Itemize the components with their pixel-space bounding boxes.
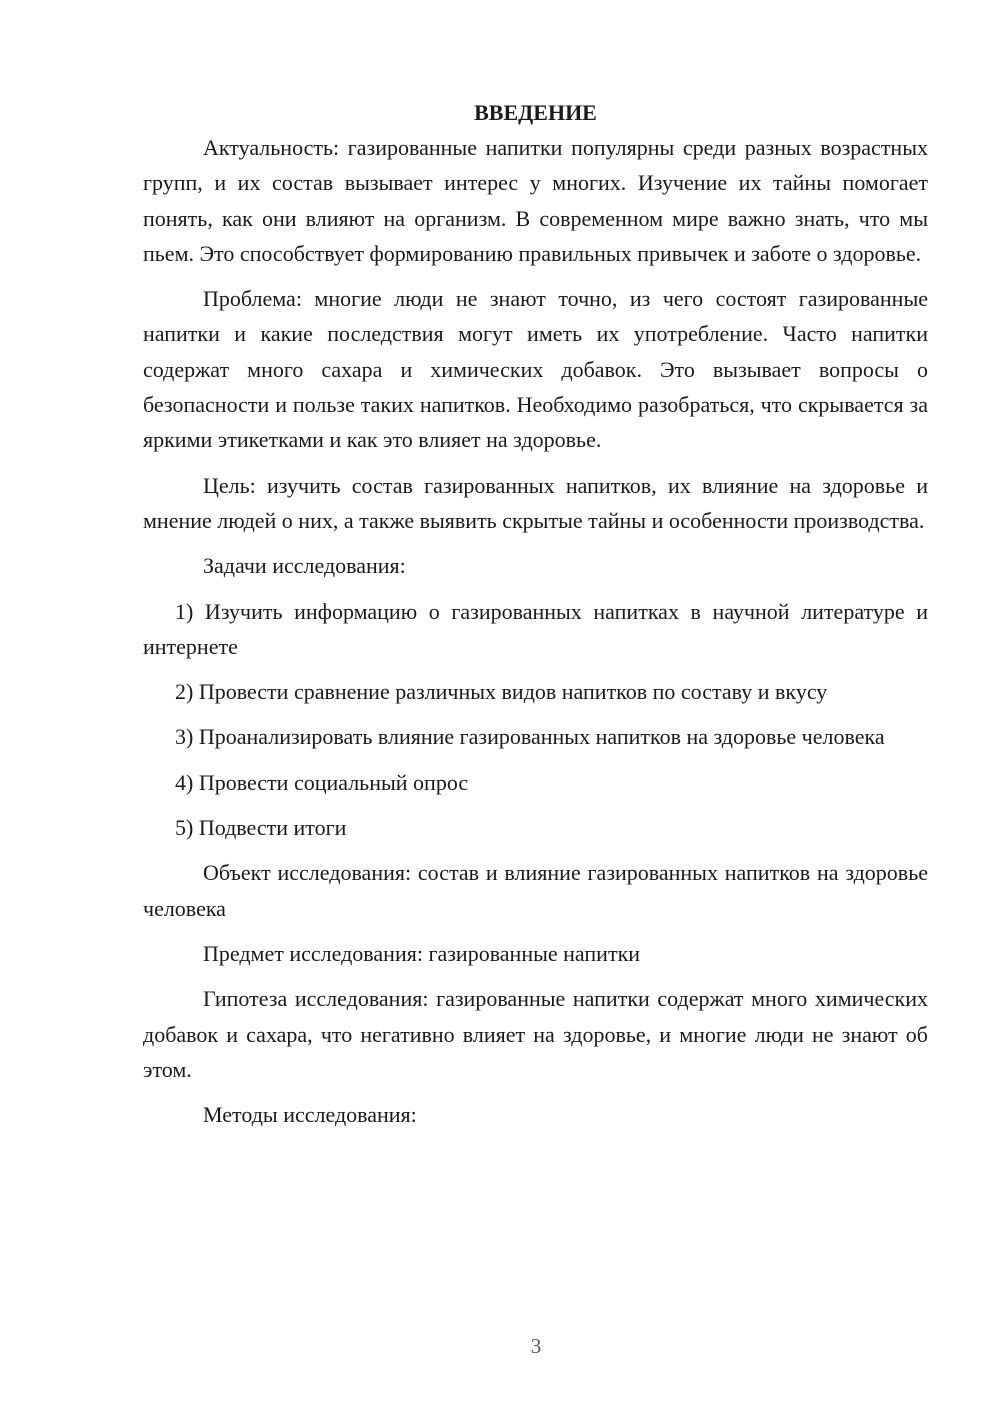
page-number: 3 xyxy=(530,1334,542,1358)
section-heading: ВВЕДЕНИЕ xyxy=(474,100,597,125)
task-item-1: 1) Изучить информацию о газированных напитках в научной литературе и интернете xyxy=(143,598,928,659)
paragraph-hypothesis: Гипотеза исследования: газированные напитки содержат много химических добавок и сахара, что негативно влияет на здоровье, и многие люди не знают об этом. xyxy=(143,986,928,1082)
paragraph-subject: Предмет исследования: газированные напитки xyxy=(203,940,641,966)
paragraph-problem: Проблема: многие люди не знают точно, из чего состоят газированные напитки и какие последствия могут иметь их употребление. Часто напитки содержат много сахара и химических добавок. Это вызывает вопросы о безопасности и пользе таких напитков. Необходимо разобраться, что скрывается за яркими этикетками и как это влияет на здоровье. xyxy=(143,286,928,453)
task-item-5: 5) Подвести итоги xyxy=(175,815,347,841)
paragraph-object: Объект исследования: состав и влияние газированных напитков на здоровье человека xyxy=(143,860,928,921)
task-item-3: 3) Проанализировать влияние газированных напитков на здоровье человека xyxy=(175,724,885,750)
paragraph-methods: Методы исследования: xyxy=(203,1102,417,1128)
paragraph-goal: Цель: изучить состав газированных напитков, их влияние на здоровье и мнение людей о них, а также выявить скрытые тайны и особенности производства. xyxy=(143,472,928,533)
paragraph-tasks-title: Задачи исследования: xyxy=(203,553,406,579)
paragraph-relevance: Актуальность: газированные напитки популярны среди разных возрастных групп, и их состав вызывает интерес у многих. Изучение их тайны помогает понять, как они влияют на организм. В современном мире важно знать, что мы пьем. Это способствует формированию правильных привычек и заботе о здоровье. xyxy=(143,135,928,266)
task-item-2: 2) Провести сравнение различных видов напитков по составу и вкусу xyxy=(175,679,828,705)
document-body xyxy=(143,95,928,1132)
task-item-4: 4) Провести социальный опрос xyxy=(175,769,469,795)
